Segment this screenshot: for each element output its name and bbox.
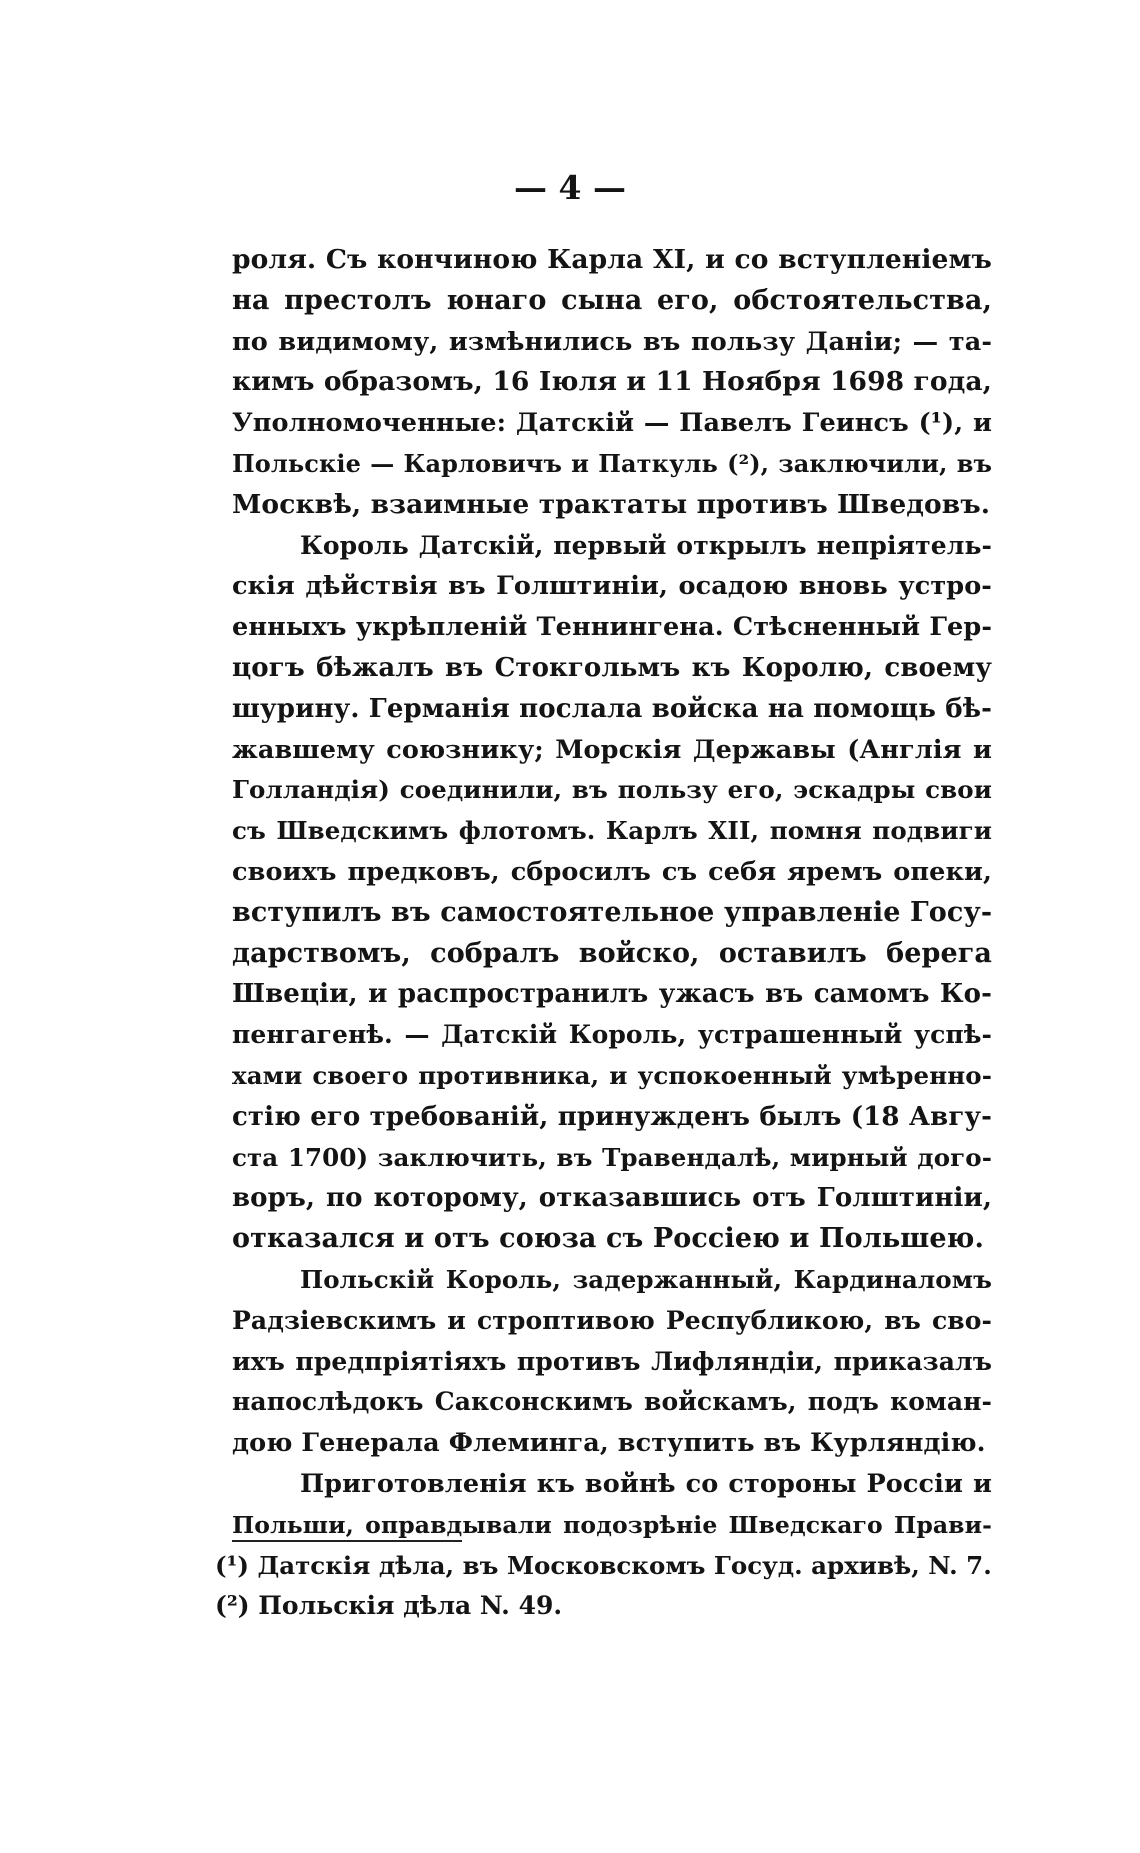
text-line: пенгагенѣ. — Датскій Король, устрашенный успѣ- xyxy=(232,1020,992,1050)
text-line: скія дѣйствія въ Голштиніи, осадою вновь устро- xyxy=(232,571,992,602)
text-line: роля. Съ кончиною Карла XI, и со вступленіемъ xyxy=(232,244,992,275)
text-line: по видимому, измѣнились въ пользу Даніи; — та- xyxy=(232,326,992,357)
text-line: шурину. Германія послала войска на помощь бѣ- xyxy=(232,693,992,724)
text-line: хами своего противника, и успокоенный умѣренно- xyxy=(232,1060,992,1090)
text-line: отказался и отъ союза съ Россіею и Польшею. xyxy=(232,1223,984,1255)
text-line: цогъ бѣжалъ въ Стокгольмъ къ Королю, своему xyxy=(232,652,992,683)
text-line: Москвѣ, взаимные трактаты противъ Шведовъ. xyxy=(232,488,991,520)
text-line: воръ, по которому, отказавшись отъ Голштиніи, xyxy=(232,1183,992,1214)
text-line: Приготовленія къ войнѣ со стороны Россіи и xyxy=(300,1468,992,1499)
text-line: Радзіевскимъ и строптивою Республикою, въ сво- xyxy=(232,1305,992,1335)
footnotes xyxy=(215,1546,995,1626)
text-line: жавшему союзнику; Морскія Державы (Англія и xyxy=(232,734,992,765)
text-line: Голландія) соединили, въ пользу его, эскадры свои xyxy=(232,775,992,805)
text-line: Король Датскій, первый открылъ непріятель- xyxy=(300,530,992,560)
text-line: ихъ предпріятіяхъ противъ Лифляндіи, приказалъ xyxy=(232,1346,992,1376)
text-line: напослѣдокъ Саксонскимъ войскамъ, подъ коман- xyxy=(232,1387,992,1417)
page-number: — 4 — xyxy=(514,168,626,207)
text-line: енныхъ укрѣпленій Теннингена. Стѣсненный Гер- xyxy=(232,612,992,643)
text-line: Польши, оправдывали подозрѣніе Шведскаго Прави- xyxy=(232,1510,992,1539)
text-line: ста 1700) заключить, въ Травендалѣ, мирный дого- xyxy=(232,1142,992,1172)
text-line: Польскіе — Карловичъ и Паткуль (²), заключили, въ xyxy=(232,448,992,478)
text-line: стію его требованій, принужденъ былъ (18 Авгу- xyxy=(232,1101,992,1132)
text-line: съ Шведскимъ флотомъ. Карлъ XII, помня подвиги xyxy=(232,816,992,846)
text-line: кимъ образомъ, 16 Іюля и 11 Ноября 1698 года, xyxy=(232,366,992,398)
text-line: дою Генерала Флеминга, вступить въ Курляндію. xyxy=(232,1428,986,1459)
text-line: на престолъ юнаго сына его, обстоятельства, xyxy=(232,284,992,316)
text-line: своихъ предковъ, сбросилъ съ себя яремъ опеки, xyxy=(232,856,992,887)
text-line: вступилъ въ самостоятельное управленіе Госу- xyxy=(232,896,993,928)
footnote-2: (²) Польскія дѣла N. 49. xyxy=(215,1591,563,1620)
text-line: Уполномоченные: Датскій — Павелъ Геинсъ (¹), и xyxy=(232,408,992,439)
text-line: Польскій Король, задержанный, Кардиналомъ xyxy=(300,1264,992,1294)
footnote-1: (¹) Датскія дѣла, въ Московскомъ Госуд. архивѣ, N. 7. xyxy=(215,1551,992,1580)
body-text xyxy=(232,240,992,1546)
text-line: Швеціи, и распространилъ ужасъ въ самомъ Ко- xyxy=(232,979,992,1010)
text-line: дарствомъ, собралъ войско, оставилъ берега xyxy=(232,937,992,969)
footnote-divider xyxy=(232,1540,462,1542)
